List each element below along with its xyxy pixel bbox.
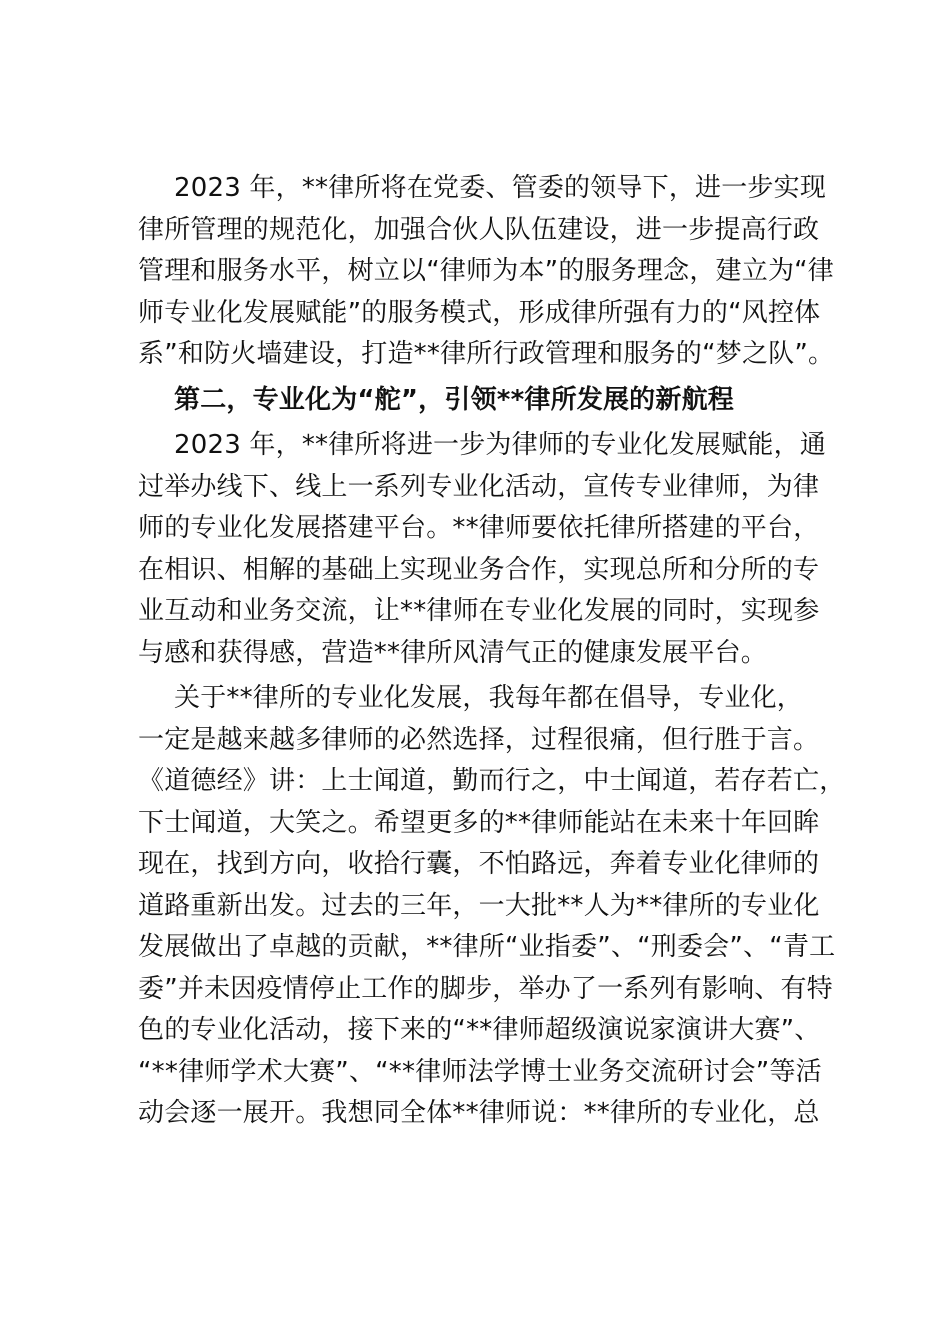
paragraph-line: 动会逐一展开。我想同全体**律师说：**律所的专业化，总 <box>138 1098 820 1128</box>
paragraph-line: 律所管理的规范化，加强合伙人队伍建设，进一步提高行政 <box>138 214 820 245</box>
paragraph-line: 《道德经》讲：上士闻道，勤而行之，中士闻道，若存若亡， <box>138 766 846 796</box>
paragraph-line: 一定是越来越多律师的必然选择，过程很痛，但行胜于言。 <box>138 724 820 755</box>
paragraph-line: 下士闻道，大笑之。希望更多的**律师能站在未来十年回眸 <box>138 807 820 838</box>
paragraph-line: 与感和获得感，营造**律所风清气正的健康发展平台。 <box>138 637 768 668</box>
paragraph-line: 现在，找到方向，收拾行囊，不怕路远，奔着专业化律师的 <box>138 849 820 879</box>
paragraph-line: 道路重新出发。过去的三年，一大批**人为**律所的专业化 <box>138 890 820 921</box>
paragraph-line: 委”并未因疫情停止工作的脚步，举办了一系列有影响、有特 <box>138 973 833 1004</box>
paragraph-admin-management <box>138 168 835 376</box>
paragraph-specialization-empowerment <box>138 425 827 674</box>
section-heading <box>138 380 818 422</box>
paragraph-line: “**律师学术大赛”、“**律师法学博士业务交流研讨会”等活 <box>138 1056 822 1087</box>
paragraph-line: 师的专业化发展搭建平台。**律师要依托律所搭建的平台， <box>138 513 820 543</box>
paragraph-line: 管理和服务水平，树立以“律师为本”的服务理念，建立为“律 <box>138 256 835 286</box>
paragraph-line: 过举办线下、线上一系列专业化活动，宣传专业律师，为律 <box>138 471 820 502</box>
paragraph-line: 在相识、相解的基础上实现业务合作，实现总所和分所的专 <box>138 554 820 585</box>
paragraph-line: 关于**律所的专业化发展，我每年都在倡导，专业化， <box>174 683 804 713</box>
paragraph-line: 师专业化发展赋能”的服务模式，形成律所强有力的“风控体 <box>138 297 821 328</box>
document-body <box>138 168 846 1135</box>
paragraph-line: 2023 年，**律所将进一步为律师的专业化发展赋能，通 <box>174 430 827 460</box>
paragraph-line: 发展做出了卓越的贡献，**律所“业指委”、“刑委会”、“青工 <box>138 932 836 962</box>
paragraph-line: 业互动和业务交流，让**律师在专业化发展的同时，实现参 <box>138 596 820 626</box>
paragraph-line: 2023 年，**律所将在党委、管委的领导下，进一步实现 <box>174 173 827 203</box>
section-heading-text: 第二，专业化为“舵”，引领**律所发展的新航程 <box>174 384 734 415</box>
paragraph-specialization-advocacy <box>138 678 846 1135</box>
paragraph-line: 系”和防火墙建设，打造**律所行政管理和服务的“梦之队”。 <box>138 339 835 369</box>
paragraph-line: 色的专业化活动，接下来的“**律师超级演说家演讲大赛”、 <box>138 1015 821 1045</box>
